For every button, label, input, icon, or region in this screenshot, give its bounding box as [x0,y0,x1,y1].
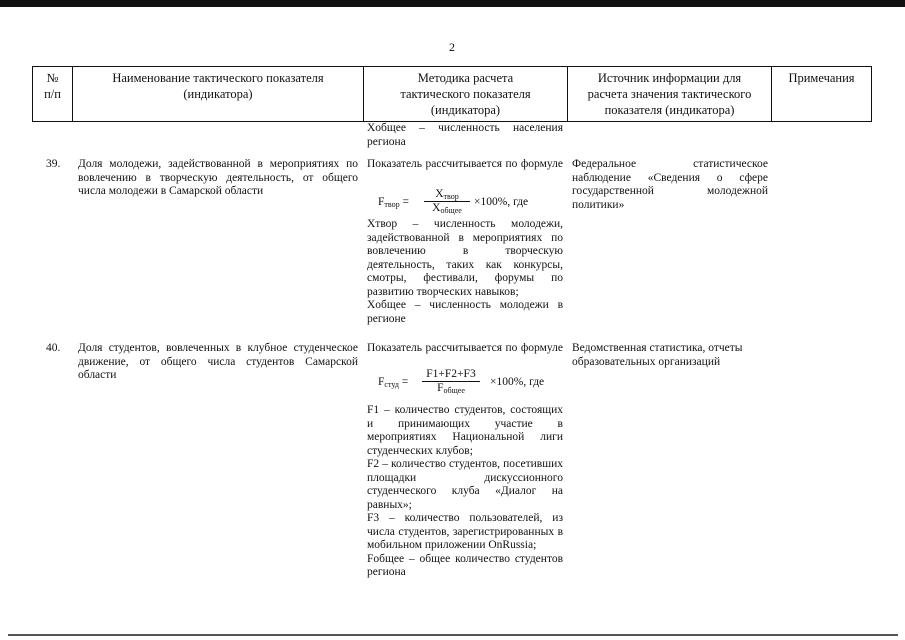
header-name: Наименование тактического показателя (индикатора) [112,71,324,101]
row-40-method-intro: Показатель рассчитывается по формуле [367,342,563,354]
col-border [871,66,872,122]
carryover-text: Xобщее – численность населения региона [367,122,563,148]
header-num: № п/п [44,71,61,101]
row-40-source: Ведомственная статистика, отчеты образовательных организаций [572,342,743,368]
table-top-border [32,66,872,67]
page-number: 2 [449,40,455,54]
row-39-source: Федеральное статистическое наблюдение «Сведения о сфере государственной молодежной политики» [572,158,768,211]
row-40-definitions: F1 – количество студентов, состоящих и принимающих участие в мероприятиях Национальной лиги студенческих клубов; F2 – количество студентов, посетивших площадки дискуссионного студенческого клуба «Диалог на равных»; F3 – количество пользователей, из числа студентов, зарегистрированных в мобильном приложении OnRussia; Fобщее – общее количество студентов региона [367,404,563,578]
row-39-name: Доля молодежи, задействованной в мероприятиях по вовлечению в творческую деятельность, от общего числа молодежи в Самарской области [78,158,358,197]
bottom-scan-edge [8,634,898,636]
row-40-num: 40. [46,342,61,354]
header-notes: Примечания [788,71,855,85]
row-39-definitions: Xтвор – численность молодежи, задействованной в мероприятиях по вовлечению в творческую деятельность, таких как конкурсы, смотры, фестивали, форумы по развитию творческих навыков; Xобщее – численность молодежи в регионе [367,218,563,325]
header-source: Источник информации для расчета значения тактического показателя (индикатора) [587,71,752,117]
row-40-name: Доля студентов, вовлеченных в клубное студенческое движение, от общего числа студентов Самарской области [78,342,358,381]
header-method: Методика расчета тактического показателя (индикатора) [400,71,531,117]
top-scan-edge [0,0,905,7]
row-39-num: 39. [46,158,61,170]
row-39-method-intro: Показатель рассчитывается по формуле [367,158,563,170]
